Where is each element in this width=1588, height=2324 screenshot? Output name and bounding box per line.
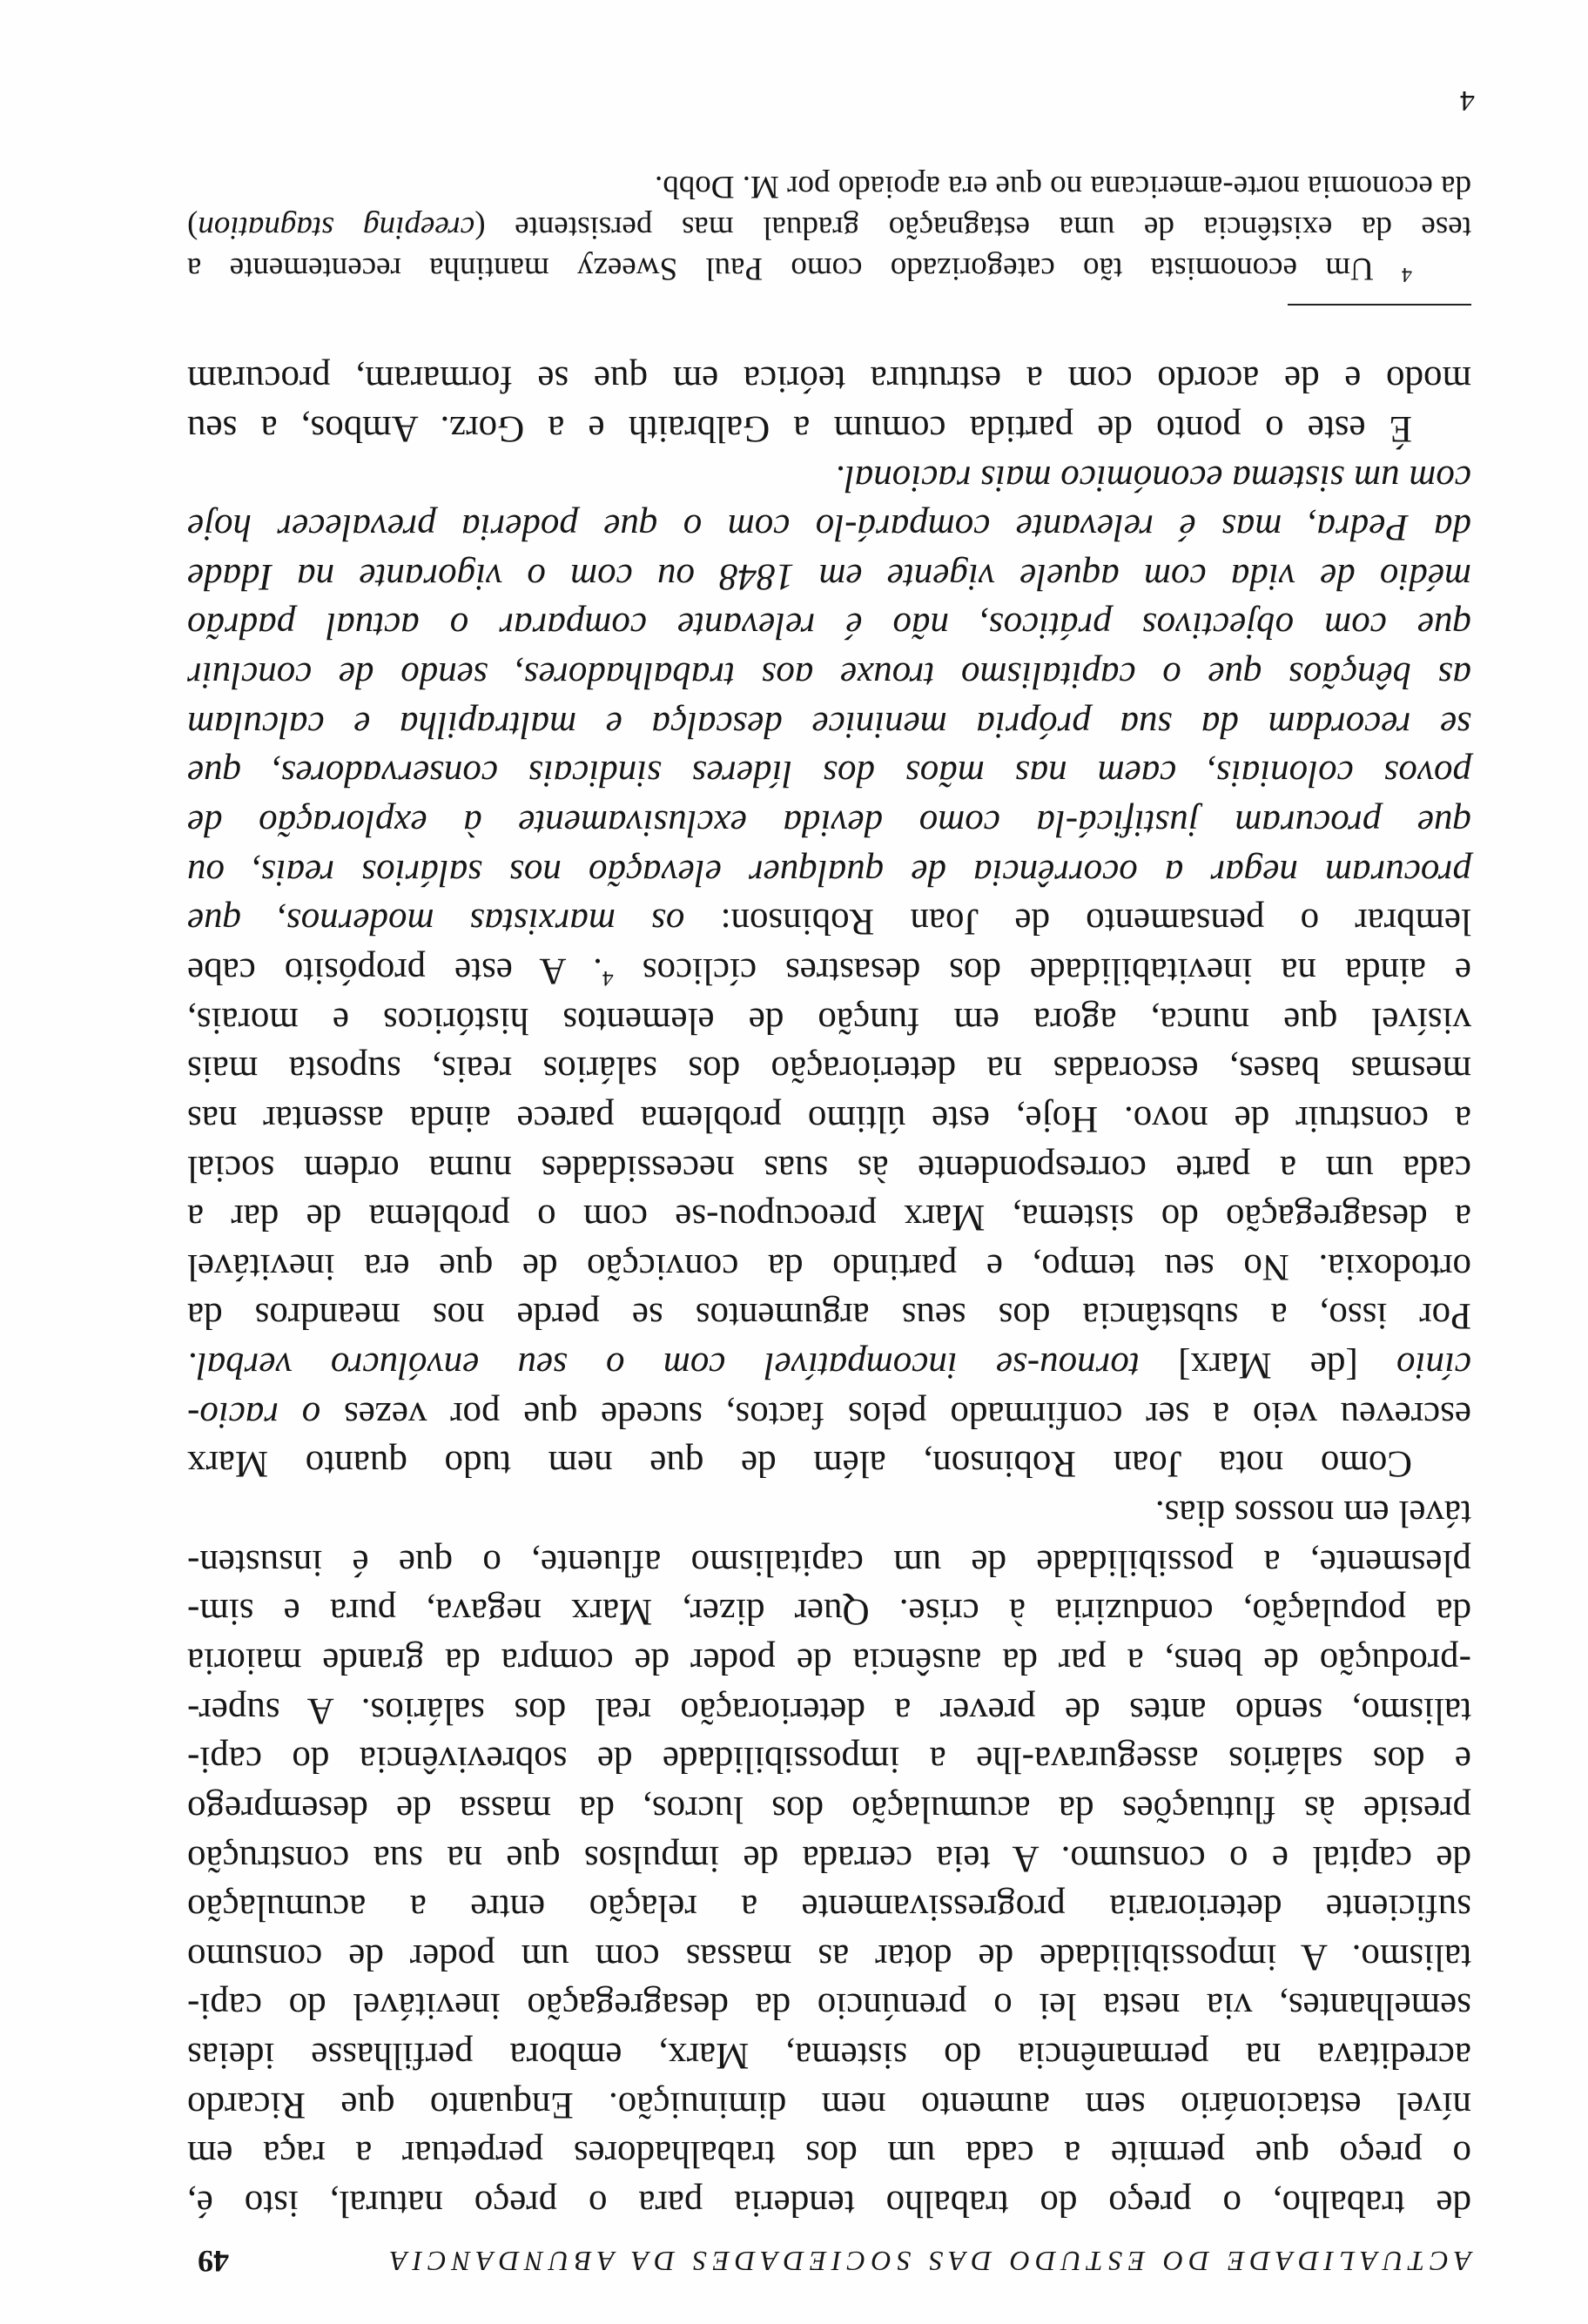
line-text: visível que nunca, agora em função de elementos históricos e morais, <box>187 999 1471 1041</box>
line-text: de trabalho, o preço do trabalho tenderia para o preço natural, isto é, <box>187 2183 1471 2224</box>
italic-text: se recordam da sua própria meninice descalça e maltrapilha e calculam <box>187 703 1471 745</box>
body-line <box>187 1735 1471 1784</box>
footnote-line <box>187 207 1471 248</box>
line-text: preside às flutuações da acumulação dos lucros, da massa de desemprego <box>187 1788 1471 1830</box>
footnote-line <box>187 248 1471 289</box>
line-text: da população, conduziria à crise. Quer dizer, Marx negava, pura e sim- <box>187 1591 1471 1633</box>
footnote-reference: 4 <box>602 966 614 992</box>
body-line <box>187 1685 1471 1735</box>
body-line <box>187 699 1471 749</box>
body-line <box>187 797 1471 847</box>
body-line <box>187 1883 1471 1932</box>
line-text: plesmente, a possibilidade de um capitalismo afluente, o que é insusten- <box>187 1541 1471 1583</box>
line-text: ortodoxia. No seu tempo, e partindo da convicção de que era inevitável <box>187 1246 1471 1287</box>
line-text: mesmas bases, escoradas na deterioração dos salários reais, suposta mais <box>187 1049 1471 1091</box>
line-text: modo e de acordo com a estrutura teórica em que se formaram, procuram <box>187 359 1471 400</box>
body-line <box>187 1143 1471 1192</box>
footnote-marker: 4 <box>1401 262 1412 285</box>
body-line <box>187 1981 1471 2031</box>
body-line <box>187 1537 1471 1587</box>
line-text: lembrar o pensamento de Joan Robinson: <box>720 901 1471 943</box>
running-header <box>198 2240 1471 2283</box>
footnote-line <box>187 166 1471 207</box>
body-line <box>187 1783 1471 1833</box>
line-text: e ainda na inevitabilidade dos desastres cíclicos <box>642 950 1471 991</box>
body-line <box>187 1340 1471 1389</box>
body-text <box>187 354 1471 2227</box>
italic-text: povos coloniais, caem nas mãos dos líderes sindicais conservadores, que <box>187 753 1471 795</box>
line-text: tável em nossos dias. <box>1154 1493 1471 1535</box>
line-text: semelhantes, via nesta lei o prenúncio da desagregação inevitável do capi- <box>187 1985 1471 2027</box>
body-line <box>187 897 1471 946</box>
italic-text: médio de vida com aquele vigente em 1848 ou com o vigorante na Idade <box>187 555 1471 597</box>
line-text: e dos salários assegurava-lhe a impossibilidade de sobrevivência do capi- <box>187 1739 1471 1781</box>
line-text: a desagregação do sistema, Marx preocupou-se com o problema de dar a <box>187 1197 1471 1239</box>
body-line <box>187 1833 1471 1883</box>
footnotes <box>187 166 1471 289</box>
page-number: 49 <box>198 2244 229 2279</box>
body-line <box>187 650 1471 700</box>
italic-text: que procuram justificá-la como devida exclusivamente à exploração de <box>187 803 1471 844</box>
body-line <box>187 1636 1471 1685</box>
line-text: talismo, sendo antes de prever a deterioração real dos salários. A super- <box>187 1689 1471 1731</box>
italic-text: procuram negar a ocorrência de qualquer elevação nos salários reais, ou <box>187 851 1471 893</box>
body-line <box>187 2129 1471 2179</box>
body-line <box>187 847 1471 897</box>
line-text: Como nota Joan Robinson, além de que nem tudo quanto Marx <box>187 1443 1412 1485</box>
line-text: talismo. A impossibilidade de dotar as massas com um poder de consumo <box>187 1936 1471 1978</box>
line-text: É este o ponto de partida comum a Galbraith e a Gorz. Ambos, a seu <box>187 407 1412 449</box>
italic-text: com um sistema económico mais racional. <box>835 457 1471 499</box>
footnote-text: ) <box>186 210 198 245</box>
body-line <box>187 453 1471 502</box>
body-line <box>187 601 1471 650</box>
line-text: suficiente deterioraria progressivamente a relação entre a acumulação <box>187 1887 1471 1929</box>
line-text: [de Marx] <box>1178 1345 1358 1387</box>
italic-text: os marxistas modernos, que <box>187 901 685 943</box>
signature-mark: 4 <box>1460 84 1475 117</box>
line-text: -produção de bens, a par da ausência de poder de compra da grande maioria <box>187 1640 1471 1682</box>
body-line <box>187 995 1471 1044</box>
body-line <box>187 2030 1471 2079</box>
body-line <box>187 2178 1471 2227</box>
italic-text: da Pedra, mas é relevante compará-lo com o que poderia prevalecer hoje <box>187 507 1471 548</box>
line-text: a construir de novo. Hoje, este último problema parece ainda assentar nas <box>187 1098 1471 1139</box>
body-line <box>187 1587 1471 1636</box>
body-line <box>187 551 1471 601</box>
body-line <box>187 1389 1471 1439</box>
line-text: cada um a parte correspondente às suas necessidades numa ordem social <box>187 1147 1471 1189</box>
body-line <box>187 1488 1471 1537</box>
body-line <box>187 403 1471 453</box>
line-text: . A este propósito cabe <box>186 950 602 991</box>
body-line <box>187 502 1471 552</box>
line-text: Por isso, a substância dos seus argumentos se perde nos meandros da <box>187 1295 1471 1337</box>
line-text: o preço que permite a cada um dos trabalhadores perpetuar a raça em <box>187 2133 1471 2175</box>
italic-text: as bênçãos que o capitalismo trouxe aos trabalhadores, sendo de concluir <box>187 655 1471 696</box>
italic-text: tornou-se incompatível com o seu envólucro verbal. <box>187 1345 1140 1387</box>
body-line <box>187 1439 1471 1488</box>
body-line <box>187 1093 1471 1143</box>
italic-text: o racio- <box>187 1394 321 1435</box>
body-line <box>187 1931 1471 1981</box>
body-line <box>187 354 1471 404</box>
body-line <box>187 1291 1471 1340</box>
italic-text: creeping stagnation <box>198 210 475 245</box>
body-line <box>187 945 1471 995</box>
line-text: acreditava na permanência do sistema, Marx, embora perfilhasse ideias <box>187 2035 1471 2077</box>
body-line <box>187 2079 1471 2129</box>
italic-text: que com objectivos práticos, não é relevante comparar o actual padrão <box>187 605 1471 647</box>
footnote-rule <box>1288 304 1471 306</box>
running-title: ACTUALIDADE DO ESTUDO DAS SOCIEDADES DA ABUNDANCIA <box>384 2246 1471 2277</box>
body-line <box>187 1044 1471 1094</box>
italic-text: cínio <box>1396 1345 1471 1387</box>
line-text: nível estacionário sem aumento nem diminuição. Enquanto que Ricardo <box>187 2084 1471 2126</box>
body-line <box>187 749 1471 798</box>
footnote-text: da economia norte-americana no que era apoiado por M. Dobb. <box>655 169 1471 205</box>
footnote-text: tese da existência de uma estagnação gradual mas persistente ( <box>474 210 1471 245</box>
footnote-text: Um economista tão categorizado como Paul Sweezy mantinha recentemente a <box>187 251 1374 286</box>
line-text: escreveu veio a ser confirmado pelos factos, sucede que por vezes <box>344 1394 1471 1435</box>
line-text: de capital e o consumo. A teia cerrada de impulsos que na sua construção <box>187 1837 1471 1879</box>
body-line <box>187 1241 1471 1291</box>
body-line <box>187 1192 1471 1242</box>
